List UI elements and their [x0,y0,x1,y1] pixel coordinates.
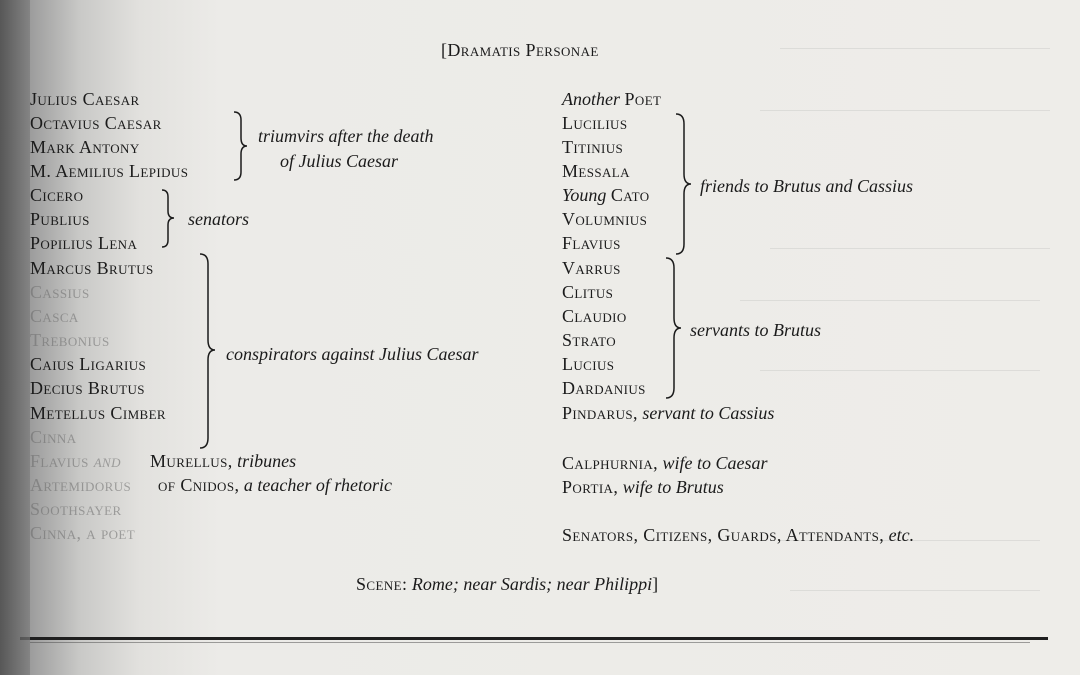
extras-names: Senators, Citizens, Guards, Attendants, [562,525,885,545]
senators-label: senators [188,209,250,229]
character-lucius: Lucius [562,354,615,374]
character-caius-ligarius: Caius Ligarius [30,354,147,374]
character-marcus-brutus: Marcus Brutus [30,258,154,278]
portia-role: wife to Brutus [622,477,724,497]
friends-label: friends to Brutus and Cassius [700,176,914,196]
character-messala: Messala [562,161,630,181]
character-popilius-lena: Popilius Lena [30,233,138,253]
character-cinna: Cinna [30,427,77,447]
conspirators-brace [198,252,220,452]
character-artemidorus-head: Artemidorus [30,475,132,495]
triumvirs-label-line2: of Julius Caesar [280,151,399,171]
character-calphurnia [562,453,768,473]
calphurnia-role: wife to Caesar [662,453,768,473]
character-metellus-cimber: Metellus Cimber [30,403,167,423]
scene-close-bracket: ] [652,574,659,594]
senators-brace [160,188,180,250]
character-trebonius: Trebonius [30,330,110,350]
character-portia [562,477,724,497]
conspirators-label: conspirators against Julius Caesar [226,344,479,364]
character-mark-antony: Mark Antony [30,137,140,157]
poet-word: Poet [624,89,662,109]
character-octavius-caesar: Octavius Caesar [30,113,162,133]
character-titinius: Titinius [562,137,624,157]
extras-etc: etc. [888,525,915,545]
gutter-shadow [0,0,30,675]
character-volumnius: Volumnius [562,209,648,229]
character-julius-caesar: Julius Caesar [30,89,140,109]
calphurnia-name: Calphurnia, [562,453,659,473]
triumvirs-label: triumvirs after the death [258,126,434,146]
page-bottom-rule [20,637,1048,640]
servants-brace [664,256,686,402]
character-young-cato [562,185,650,205]
character-another-poet [562,89,661,109]
character-pindarus [562,403,774,423]
artemidorus-origin: of Cnidos, [158,475,240,495]
character-cassius: Cassius [30,282,90,302]
extras-line [562,525,914,545]
page-bottom-rule-shadow [30,642,1030,643]
character-flavius-murellus [150,451,296,471]
character-clitus: Clitus [562,282,614,302]
artemidorus-role: a teacher of rhetoric [243,475,392,495]
murellus-name: Murellus, [150,451,233,471]
character-lepidus: M. Aemilius Lepidus [30,161,189,181]
character-cinna-poet: Cinna, a poet [30,523,136,543]
character-publius: Publius [30,209,90,229]
tribunes-role: tribunes [237,451,297,471]
character-cicero: Cicero [30,185,84,205]
scene-line [356,574,658,594]
character-soothsayer: Soothsayer [30,499,122,519]
pindarus-role: servant to Cassius [642,403,775,423]
character-varrus: Varrus [562,258,621,278]
scene-label: Scene: [356,574,408,594]
triumvirs-brace [232,110,252,182]
character-strato: Strato [562,330,617,350]
character-dardanius: Dardanius [562,378,646,398]
character-casca: Casca [30,306,79,326]
servants-label: servants to Brutus [690,320,822,340]
character-claudio: Claudio [562,306,627,326]
character-flavius-head: Flavius and [30,451,121,471]
cato-word: Cato [610,185,650,205]
character-flavius-friend: Flavius [562,233,621,253]
portia-name: Portia, [562,477,619,497]
pindarus-name: Pindarus, [562,403,638,423]
young-word: Young [562,185,607,205]
scene-places: Rome; near Sardis; near Philippi [411,574,653,594]
character-decius-brutus: Decius Brutus [30,378,145,398]
character-lucilius: Lucilius [562,113,628,133]
page-title: [Dramatis Personae [441,40,599,60]
character-artemidorus [158,475,392,495]
another-word: Another [562,89,620,109]
friends-brace [674,112,696,258]
